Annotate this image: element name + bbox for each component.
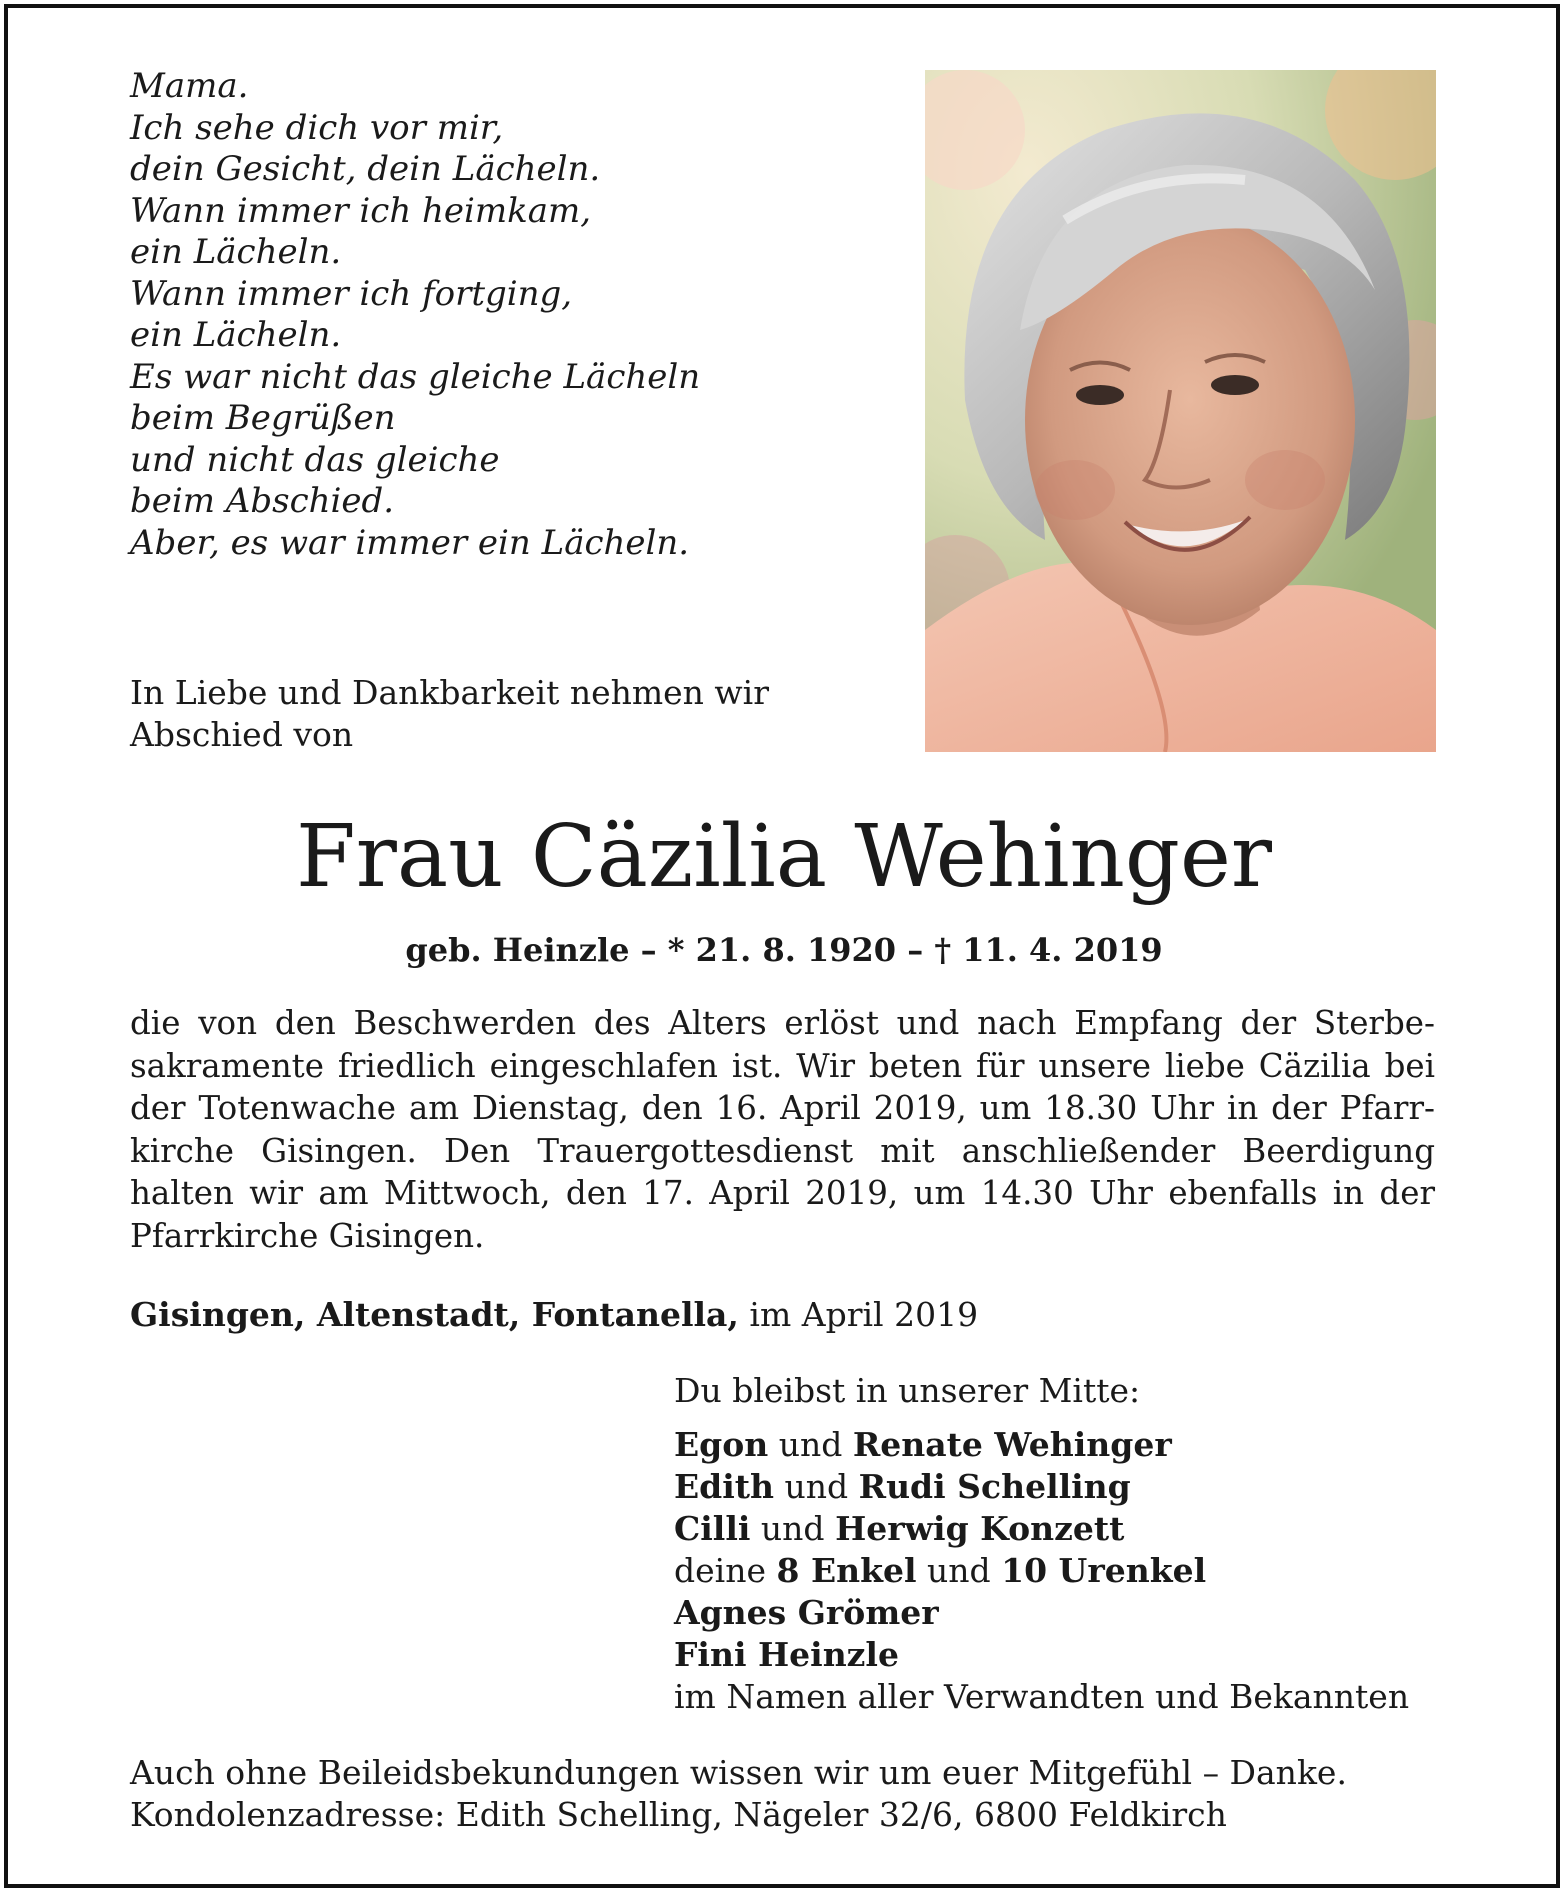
poem-line: Mama. [130, 66, 249, 106]
place-date-line [130, 1293, 1430, 1337]
intro-text: In Liebe und Dankbarkeit nehmen wir Abschied von [130, 673, 770, 754]
conjunction: und [927, 1551, 991, 1590]
birth-death-line [0, 928, 1568, 972]
family-couple [674, 1508, 1454, 1550]
poem-line: Wann immer ich heimkam, [130, 190, 592, 231]
poem-line: beim Begrüßen [130, 398, 396, 438]
poem-line: Wann immer ich fortging, [130, 273, 573, 314]
conjunction: und [784, 1467, 849, 1506]
grandchildren-prefix: deine [674, 1551, 766, 1590]
condolence-address: Kondolenzadresse: Edith Schelling, Nägeler 32/6, 6800 Feldkirch [130, 1795, 1227, 1834]
family-member: Edith [674, 1467, 774, 1506]
family-couple [674, 1424, 1454, 1466]
family-list [674, 1370, 1454, 1718]
family-member: Agnes Grömer [674, 1593, 939, 1632]
family-single [674, 1592, 1454, 1634]
footer-thanks: Auch ohne Beileidsbekundungen wissen wir um euer Mitgefühl – Danke. [130, 1753, 1347, 1792]
poem-line: und nicht das gleiche [130, 439, 500, 480]
family-grandchildren [674, 1550, 1454, 1592]
family-member: Rudi Schelling [858, 1467, 1131, 1506]
poem-line: Es war nicht das gleiche Lächeln [130, 356, 701, 397]
family-single [674, 1634, 1454, 1676]
family-member: Cilli [674, 1509, 751, 1548]
great-grandchildren-count: 10 Urenkel [1001, 1551, 1207, 1590]
poem-line: ein Lächeln. [130, 315, 342, 355]
family-member: Fini Heinzle [674, 1635, 899, 1674]
deceased-name: Frau Cäzilia Wehinger [296, 807, 1272, 907]
footer [130, 1752, 1450, 1836]
body-text: die von den Beschwerden des Alters erlöst und nach Empfang der Sterbesakramente friedlich eingeschlafen ist. Wir beten für unsere liebe Cäzilia bei der Totenwache am Dienstag, den 16. April 2019, um 18.30 Uhr in der Pfarrkirche Gisingen. Den Trauergottesdienst mit anschließender Beerdigung halten wir am Mittwoch, den 17. April 2019, um 14.30 Uhr ebenfalls in der Pfarrkirche Gisingen. [130, 1004, 1435, 1255]
death-date: – † 11. 4. 2019 [907, 931, 1163, 969]
poem-line: Ich sehe dich vor mir, [130, 107, 504, 148]
place-date: im April 2019 [749, 1295, 979, 1334]
family-couple [674, 1466, 1454, 1508]
poem-line: beim Abschied. [130, 481, 395, 521]
family-closing: im Namen aller Verwandten und Bekannten [674, 1677, 1410, 1716]
family-member: Herwig Konzett [835, 1509, 1125, 1548]
birth-date: – * 21. 8. 1920 [640, 931, 897, 969]
poem-line: Aber, es war immer ein Lächeln. [130, 522, 690, 563]
poem [130, 66, 750, 564]
portrait-photo [925, 70, 1436, 752]
family-member: Renate Wehinger [852, 1425, 1172, 1464]
conjunction: und [778, 1425, 843, 1464]
family-member: Egon [674, 1425, 769, 1464]
conjunction: und [760, 1509, 825, 1548]
poem-line: dein Gesicht, dein Lächeln. [130, 149, 601, 189]
place-towns: Gisingen, Altenstadt, Fontanella, [130, 1295, 739, 1334]
birth-name: geb. Heinzle [405, 931, 630, 969]
grandchildren-count: 8 Enkel [776, 1551, 917, 1590]
family-intro: Du bleibst in unserer Mitte: [674, 1371, 1141, 1410]
poem-line: ein Lächeln. [130, 232, 342, 272]
